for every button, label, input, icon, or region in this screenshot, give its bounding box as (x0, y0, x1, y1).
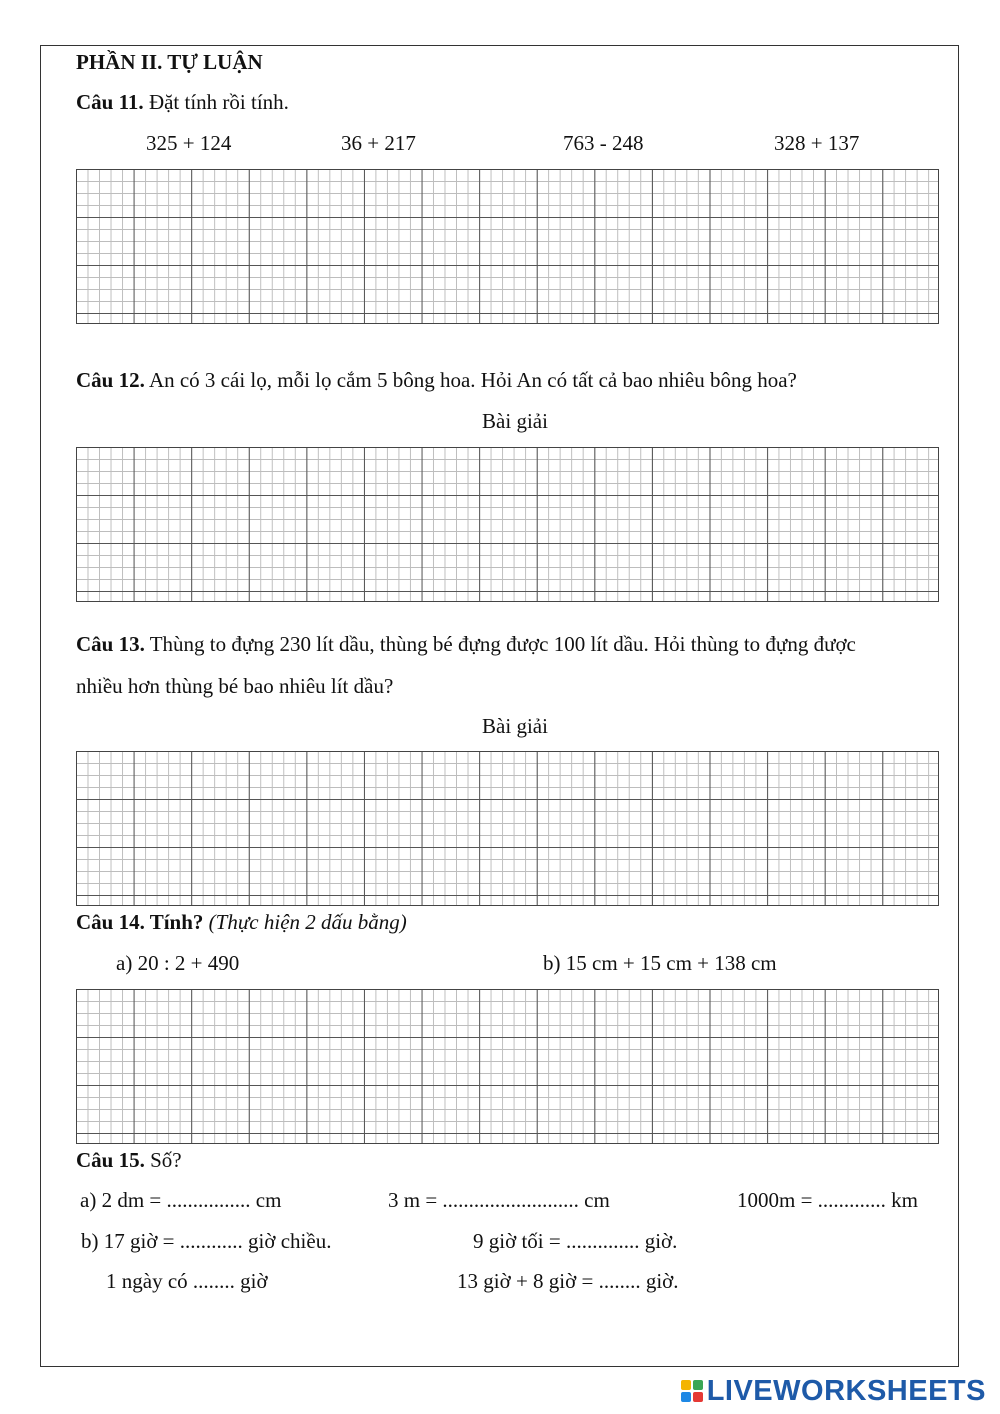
logo-square-1 (681, 1380, 691, 1390)
question-13-text-line1: Thùng to đựng 230 lít dầu, thùng bé đựng được 100 lít dầu. Hỏi thùng to đựng được (144, 632, 856, 656)
liveworksheets-logo-icon (681, 1380, 703, 1402)
question-12 (76, 370, 797, 391)
question-14-note: (Thực hiện 2 dấu bằng) (203, 910, 407, 934)
question-12-label: Câu 12. (76, 368, 145, 392)
q11-expression-4: 328 + 137 (774, 131, 860, 155)
q13-solution-label: Bài giải (482, 714, 548, 738)
q15-c-item-2[interactable]: 13 giờ + 8 giờ = ........ giờ. (457, 1269, 679, 1293)
q11-expression-2: 36 + 217 (341, 131, 416, 155)
q14-part-b: b) 15 cm + 15 cm + 138 cm (543, 951, 777, 975)
q15-c-item-1[interactable]: 1 ngày có ........ giờ (106, 1269, 268, 1293)
liveworksheets-logo-text: LIVEWORKSHEETS (706, 1374, 986, 1407)
question-15 (76, 1150, 182, 1171)
q13-answer-grid[interactable] (76, 751, 939, 906)
logo-square-4 (693, 1392, 703, 1402)
q11-expression-3: 763 - 248 (563, 131, 644, 155)
question-11 (76, 92, 289, 113)
q12-solution-label: Bài giải (482, 409, 548, 433)
q15-a-item-3[interactable]: 1000m = ............. km (737, 1188, 919, 1212)
q11-expression-1: 325 + 124 (146, 131, 232, 155)
q12-answer-grid[interactable] (76, 447, 939, 602)
logo-square-3 (681, 1392, 691, 1402)
question-14 (76, 912, 407, 933)
q11-answer-grid[interactable] (76, 169, 939, 324)
q14-part-a: a) 20 : 2 + 490 (116, 951, 240, 975)
question-15-label: Câu 15. (76, 1148, 145, 1172)
q15-a-item-2[interactable]: 3 m = .......................... cm (388, 1188, 610, 1212)
q15-b-item-1[interactable]: b) 17 giờ = ............ giờ chiều. (81, 1229, 332, 1253)
question-15-text: Số? (144, 1148, 182, 1172)
question-11-label: Câu 11. (76, 90, 144, 114)
q14-answer-grid[interactable] (76, 989, 939, 1144)
question-14-label: Câu 14. Tính? (76, 910, 204, 934)
q15-a-item-1[interactable]: a) 2 dm = ................ cm (80, 1188, 282, 1212)
q15-b-item-2[interactable]: 9 giờ tối = .............. giờ. (473, 1229, 678, 1253)
question-11-text: Đặt tính rồi tính. (143, 90, 289, 114)
question-12-text: An có 3 cái lọ, mỗi lọ cắm 5 bông hoa. Hỏi An có tất cả bao nhiêu bông hoa? (144, 368, 797, 392)
logo-square-2 (693, 1380, 703, 1390)
question-13-label: Câu 13. (76, 632, 145, 656)
liveworksheets-logo (681, 1376, 986, 1406)
section-title: PHẦN II. TỰ LUẬN (76, 50, 263, 74)
question-13-text-line2: nhiều hơn thùng bé bao nhiêu lít dầu? (76, 674, 394, 698)
question-13 (76, 634, 856, 655)
